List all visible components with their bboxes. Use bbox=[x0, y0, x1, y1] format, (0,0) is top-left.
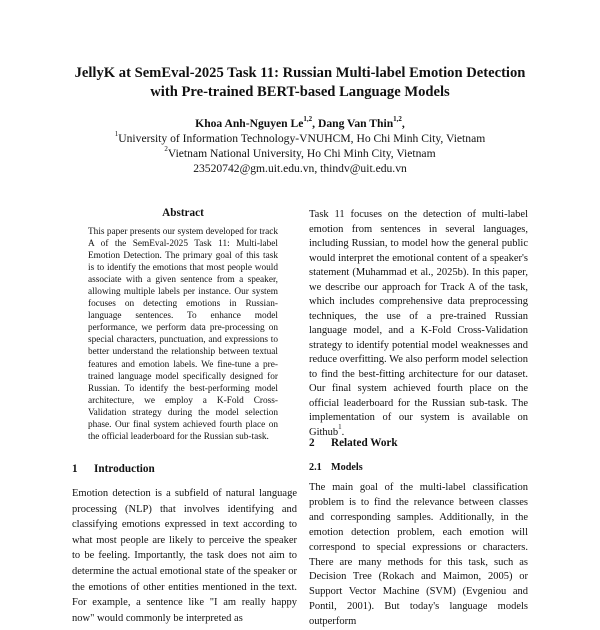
author-names bbox=[40, 116, 560, 131]
abstract-heading: Abstract bbox=[162, 207, 204, 219]
subsection-number: 2.1 bbox=[309, 462, 322, 473]
author-name: Dang Van Thin bbox=[317, 117, 394, 130]
affiliation-2 bbox=[40, 146, 560, 161]
subsection-title: Models bbox=[331, 462, 363, 473]
abstract-text: This paper presents our system developed for track A of the SemEval-2025 Task 11: Multi-label Emotion Detection. The primary goal of this task is to identify the emotions that most people would associate with a given sentence from a speaker, allowing multiple labels per instance. Our system focuses on detecting emotions in Russian-language sentences. To enhance model performance, we perform data pre-processing on special characters, punctuation, and expressions to better understand the relationship between textual features and emotion labels. We fine-tune a pre-trained language model specifically designed for Russian. To identify the best-performing model architecture, we employ a K-Fold Cross-Validation strategy during the model selection phase. Our final system achieved fourth place on the official leaderboard for the Russian sub-task. bbox=[88, 227, 278, 442]
paragraph-text: Task 11 focuses on the detection of multi-label emotion from sentences in several languages, including Russian, to model how the general public would interpret the emotional content of a speaker's statement (Muhammad et al., 2025b). In this paper, we describe our approach for Track A of the task, which includes comprehensive data preprocessing techniques, the use of a pre-trained Russian language model, and a K-Fold Cross-Validation strategy to identify potential model weaknesses and reduce overfitting. We also perform model selection to find the best-fitting architecture for our dataset. Our final system achieved fourth place on the official leaderboard for the Russian sub-task. The implementation of our system is available on Github bbox=[309, 209, 528, 438]
footnote-mark: 1 bbox=[338, 423, 342, 431]
introduction-paragraph: Emotion detection is a subfield of natural language processing (NLP) that involves identifying and classifying emotions expressed in text according to what most people are likely to perceive the speaker to be feeling. Importantly, the task does not aim to determine the actual emotional state of the speaker or the emotions of other entities mentioned in the text. For example, a sentence like "I am really happy now" would commonly be interpreted as bbox=[72, 488, 297, 624]
author-block bbox=[40, 116, 560, 176]
section-heading-introduction bbox=[72, 462, 155, 476]
affiliation-mark: 1 bbox=[114, 130, 119, 139]
affiliation-text: Vietnam National University, Ho Chi Minh City, Vietnam bbox=[167, 147, 436, 160]
models-paragraph: The main goal of the multi-label classification problem is to find the relevance between classes and corresponding samples. Additionally, in the emotion detection problem, each emotion will correspond to special expressions or characters. There are many methods for this task, such as Decision Tree (Rokach and Maimon, 2005) or Support Vector Machine (SVM) (Evgeniou and Pontil, 2001). But today's language models outperform bbox=[309, 482, 528, 628]
author-name: Khoa Anh-Nguyen Le bbox=[195, 117, 304, 130]
author-affiliation-mark: 1,2 bbox=[393, 115, 402, 124]
section-title: Introduction bbox=[94, 463, 155, 475]
section-number: 2 bbox=[309, 437, 315, 449]
paper-title-line-2: with Pre-trained BERT-based Language Models bbox=[150, 84, 450, 100]
paper-title-line-1: JellyK at SemEval-2025 Task 11: Russian Multi-label Emotion Detection bbox=[74, 65, 526, 81]
author-separator: , bbox=[401, 117, 405, 130]
author-emails: 23520742@gm.uit.edu.vn, thindv@uit.edu.vn bbox=[193, 162, 407, 175]
introduction-continued-paragraph bbox=[309, 208, 528, 440]
affiliation-1 bbox=[40, 131, 560, 146]
affiliation-text: University of Information Technology-VNUHCM, Ho Chi Minh City, Vietnam bbox=[118, 132, 486, 145]
paragraph-end: . bbox=[341, 426, 345, 438]
subsection-heading-models bbox=[309, 461, 363, 474]
section-heading-related-work bbox=[309, 436, 398, 450]
section-title: Related Work bbox=[331, 437, 398, 449]
affiliation-mark: 2 bbox=[164, 145, 168, 154]
section-number: 1 bbox=[72, 463, 78, 475]
author-affiliation-mark: 1,2 bbox=[303, 115, 313, 124]
author-separator: , bbox=[312, 117, 318, 130]
